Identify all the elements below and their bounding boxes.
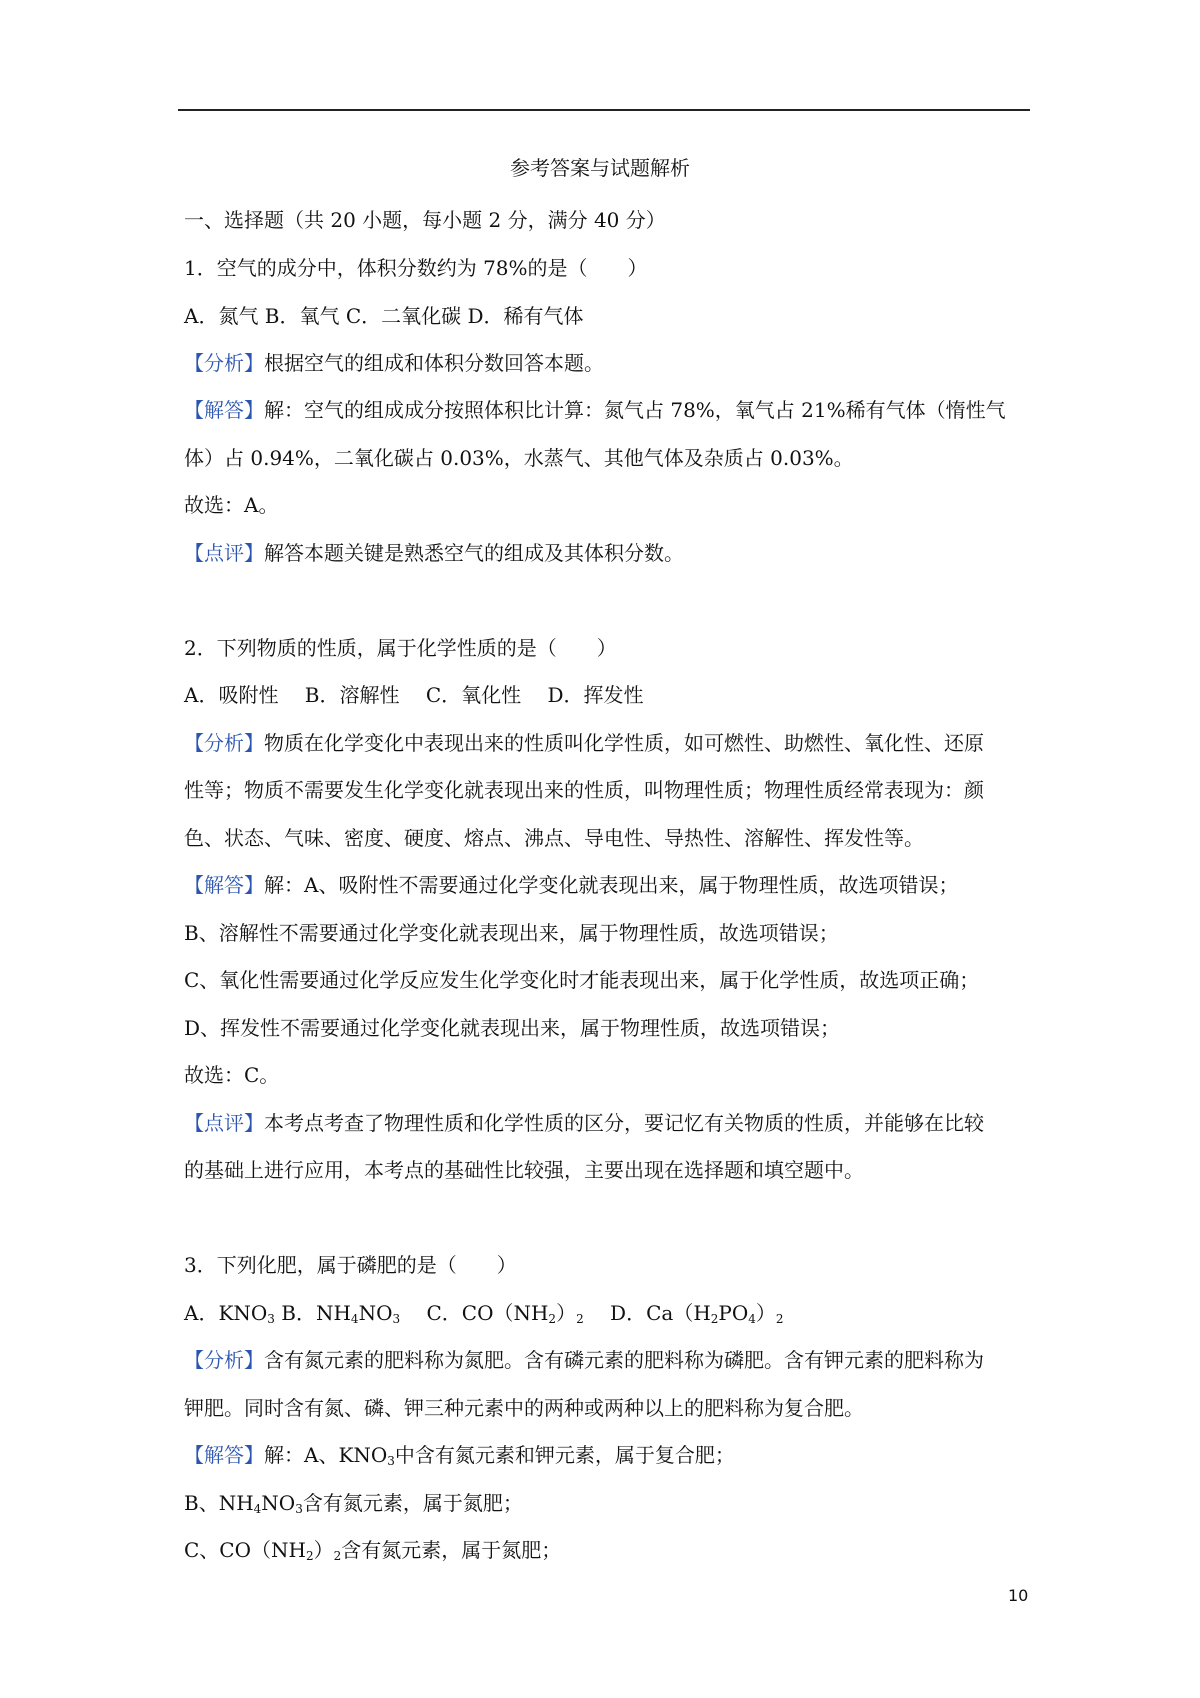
comment-tag: 【点评】 (184, 541, 264, 565)
q2-options: A．吸附性 B．溶解性 C．氧化性 D．挥发性 (184, 683, 644, 707)
q3-analysis-line-2: 钾肥。同时含有氮、磷、钾三种元素中的两种或两种以上的肥料称为复合肥。 (184, 1396, 864, 1420)
q3-options: A．$KNO_3$ B．$NH_4NO_3$ C．$CO(NH_2)_2$ D．$Ca(H_2PO_4)_2$ (184, 1301, 784, 1326)
q1-answer-line-1: 【解答】解：空气的组成成分按照体积比计算：氮气占 78%，氧气占 21%稀有气体（惰性气 (184, 398, 1006, 422)
q2-answer-c: C、氧化性需要通过化学反应发生化学变化时才能表现出来，属于化学性质，故选项正确； (184, 968, 980, 992)
q3-answer-a: 【解答】解：A、$KNO_3$中含有氮元素和钾元素，属于复合肥； (184, 1443, 735, 1468)
q3-analysis-line-1: 【分析】含有氮元素的肥料称为氮肥。含有磷元素的肥料称为磷肥。含有钾元素的肥料称为 (184, 1348, 984, 1372)
q2-analysis-line-2: 性等；物质不需要发生化学变化就表现出来的性质，叫物理性质；物理性质经常表现为：颜 (184, 778, 984, 802)
q1-analysis: 【分析】根据空气的组成和体积分数回答本题。 (184, 351, 604, 375)
analysis-tag: 【分析】 (184, 351, 264, 375)
q2-answer-a: 【解答】解：A、吸附性不需要通过化学变化就表现出来，属于物理性质，故选项错误； (184, 873, 959, 897)
page-number: 10 (1008, 1586, 1029, 1605)
q1-answer-line-2: 体）占 0.94%，二氧化碳占 0.03%，水蒸气、其他气体及杂质占 0.03%。 (184, 446, 854, 470)
section-heading: 一、选择题（共 20 小题，每小题 2 分，满分 40 分） (184, 208, 666, 232)
q1-options: A．氮气 B．氧气 C．二氧化碳 D．稀有气体 (184, 304, 584, 328)
answer-tag: 【解答】 (184, 398, 264, 422)
q2-answer-b: B、溶解性不需要通过化学变化就表现出来，属于物理性质，故选项错误； (184, 921, 839, 945)
q3-answer-b: B、$NH_4NO_3$含有氮元素，属于氮肥； (184, 1491, 523, 1516)
q2-choice: 故选：C。 (184, 1063, 280, 1087)
q1-choice: 故选：A。 (184, 493, 279, 517)
analysis-tag: 【分析】 (184, 731, 264, 755)
q1-comment: 【点评】解答本题关键是熟悉空气的组成及其体积分数。 (184, 541, 684, 565)
answer-tag: 【解答】 (184, 873, 264, 897)
q2-answer-d: D、挥发性不需要通过化学变化就表现出来，属于物理性质，故选项错误； (184, 1016, 841, 1040)
q3-stem: 3．下列化肥，属于磷肥的是（ ） (184, 1253, 517, 1277)
q2-comment-line-1: 【点评】本考点考查了物理性质和化学性质的区分，要记忆有关物质的性质，并能够在比较 (184, 1111, 984, 1135)
q1-stem: 1．空气的成分中，体积分数约为 78%的是（ ） (184, 256, 648, 280)
q3-answer-c: C、$CO(NH_2)_2$含有氮元素，属于氮肥； (184, 1538, 562, 1563)
header-rule (178, 109, 1030, 111)
q2-analysis-line-1: 【分析】物质在化学变化中表现出来的性质叫化学性质，如可燃性、助燃性、氧化性、还原 (184, 731, 984, 755)
page-title: 参考答案与试题解析 (510, 156, 690, 180)
analysis-tag: 【分析】 (184, 1348, 264, 1372)
answer-tag: 【解答】 (184, 1443, 264, 1467)
q2-stem: 2．下列物质的性质，属于化学性质的是（ ） (184, 636, 617, 660)
q2-analysis-line-3: 色、状态、气味、密度、硬度、熔点、沸点、导电性、导热性、溶解性、挥发性等。 (184, 826, 924, 850)
comment-tag: 【点评】 (184, 1111, 264, 1135)
q2-comment-line-2: 的基础上进行应用，本考点的基础性比较强，主要出现在选择题和填空题中。 (184, 1158, 864, 1182)
